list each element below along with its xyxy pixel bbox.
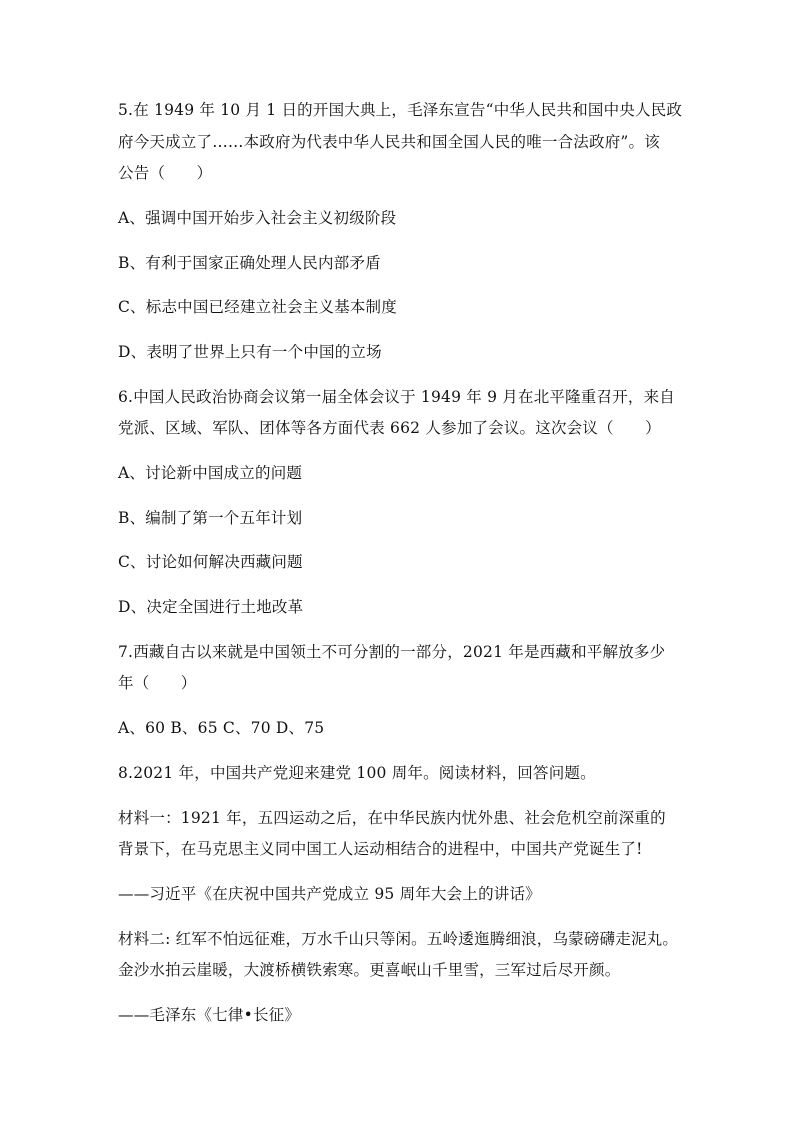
q6-option-b: B、编制了第一个五年计划 [118,509,303,527]
q6-option-a: A、讨论新中国成立的问题 [118,464,303,482]
q7-options: A、60 B、65 C、70 D、75 [118,719,325,737]
q5-option-c: C、标志中国已经建立社会主义基本制度 [118,298,397,316]
q7-stem-line1: 7.西藏自古以来就是中国领土不可分割的一部分，2021 年是西藏和平解放多少 [118,643,666,661]
q8-material2-source: ——毛泽东《七律•长征》 [118,1006,301,1024]
q8-stem: 8.2021 年，中国共产党迎来建党 100 周年。阅读材料，回答问题。 [118,764,596,782]
q8-material1-line1: 材料一：1921 年，五四运动之后，在中华民族内忧外患、社会危机空前深重的 [118,809,666,827]
q5-stem-line2: 府今天成立了……本政府为代表中华人民共和国全国人民的唯一合法政府”。该 [118,133,660,151]
q8-material2-line1: 材料二: 红军不怕远征难，万水千山只等闲。五岭逶迤腾细浪，乌蒙磅礴走泥丸。 [118,930,679,948]
q5-option-b: B、有利于国家正确处理人民内部矛盾 [118,254,381,272]
q5-stem-line3: 公告（ ） [118,164,213,182]
q6-stem-line1: 6.中国人民政治协商会议第一届全体会议于 1949 年 9 月在北平隆重召开，来自 [118,388,676,406]
q6-option-d: D、决定全国进行土地改革 [118,598,304,616]
q6-option-c: C、讨论如何解决西藏问题 [118,553,303,571]
q5-stem-line1: 5.在 1949 年 10 月 1 日的开国大典上，毛泽东宣告“中华人民共和国中央人民政 [118,101,683,119]
q8-material1-source: ——习近平《在庆祝中国共产党成立 95 周年大会上的讲话》 [118,885,541,903]
q7-stem-line2: 年（ ） [118,674,197,692]
q5-option-a: A、强调中国开始步入社会主义初级阶段 [118,209,397,227]
q8-material2-line2: 金沙水拍云崖暖，大渡桥横铁索寒。更喜岷山千里雪，三军过后尽开颜。 [118,961,621,979]
q6-stem-line2: 党派、区域、军队、团体等各方面代表 662 人参加了会议。这次会议（ ） [118,419,661,437]
q5-option-d: D、表明了世界上只有一个中国的立场 [118,343,382,361]
q8-material1-line2: 背景下，在马克思主义同中国工人运动相结合的进程中，中国共产党诞生了! [118,840,643,858]
